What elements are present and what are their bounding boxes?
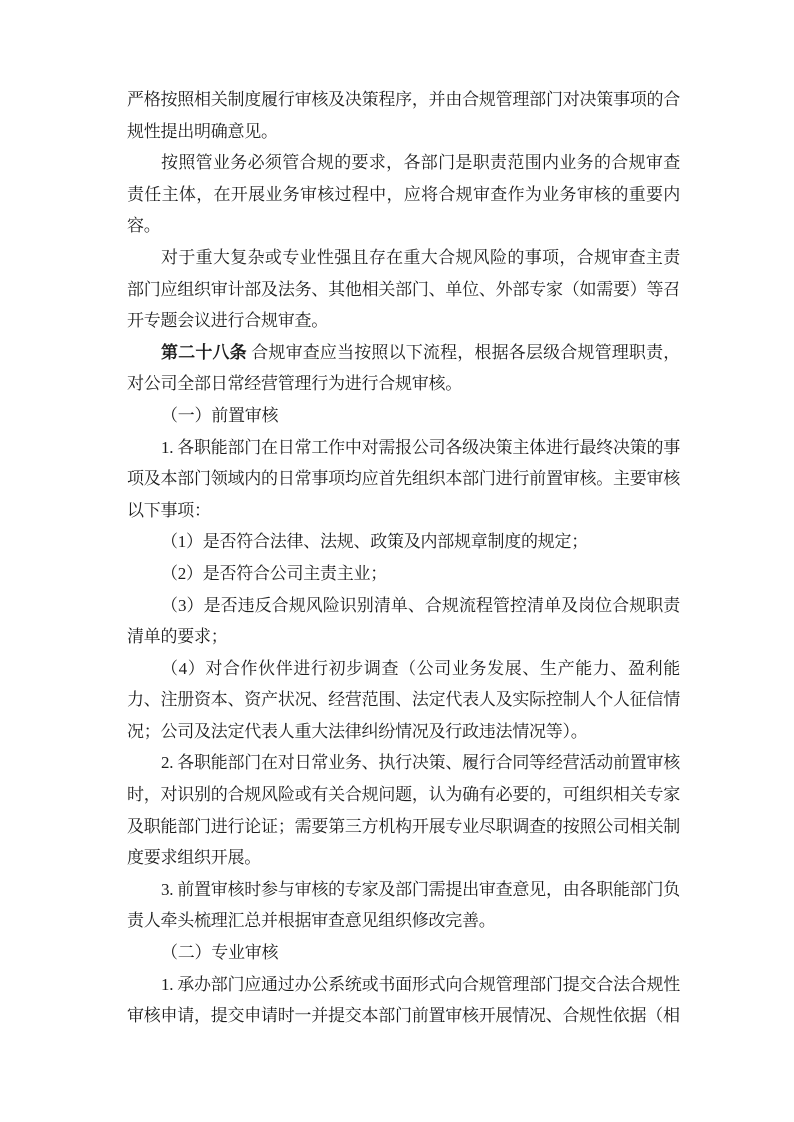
item-3-review-opinions: 3. 前置审核时参与审核的专家及部门需提出审查意见，由各职能部门负责人牵头梳理汇总并根据审查意见组织修改完善。	[127, 879, 680, 931]
item-1-submit-review-application: 1. 承办部门应通过办公系统或书面形式向合规管理部门提交合法合规性审核申请，提交申请时一并提交本部门前置审核开展情况、合规性依据（相	[127, 974, 680, 1026]
heading-pre-review: （一）前置审核	[161, 405, 279, 425]
paragraph-business-must-manage-compliance: 按照管业务必须管合规的要求，各部门是职责范围内业务的合规审查责任主体，在开展业务审核过程中，应将合规审查作为业务审核的重要内容。	[127, 153, 680, 236]
subitem-2-main-business: （2）是否符合公司主责主业；	[161, 563, 387, 583]
document-body	[127, 84, 680, 1032]
heading-professional-review: （二）专业审核	[161, 943, 279, 963]
article-28-heading: 第二十八条	[161, 342, 247, 362]
item-2-daily-business-review: 2. 各职能部门在对日常业务、执行决策、履行合同等经营活动前置审核时，对识别的合规风险或有关合规问题，认为确有必要的，可组织相关专家及职能部门进行论证；需要第三方机构开展专业尽职调查的按照公司相关制度要求组织开展。	[127, 753, 680, 868]
subitem-4-partner-investigation: （4）对合作伙伴进行初步调查（公司业务发展、生产能力、盈利能力、注册资本、资产状况、经营范围、法定代表人及实际控制人个人征信情况；公司及法定代表人重大法律纠纷情况及行政违法情况等）。	[127, 658, 680, 741]
paragraph-decision-procedure-continuation: 严格按照相关制度履行审核及决策程序，并由合规管理部门对决策事项的合规性提出明确意见。	[127, 90, 680, 141]
paragraph-article-28	[127, 337, 680, 400]
subitem-3-compliance-lists: （3）是否违反合规风险识别清单、合规流程管控清单及岗位合规职责清单的要求；	[127, 595, 680, 647]
item-1-pre-review-scope: 1. 各职能部门在日常工作中对需报公司各级决策主体进行最终决策的事项及本部门领域内的日常事项均应首先组织本部门进行前置审核。主要审核以下事项：	[127, 437, 680, 520]
article-28-body: 合规审查应当按照以下流程，根据各层级合规管理职责，对公司全部日常经营管理行为进行合规审核。	[127, 342, 681, 394]
subitem-1-laws-regulations: （1）是否符合法律、法规、政策及内部规章制度的规定；	[161, 532, 588, 552]
paragraph-major-complex-matters: 对于重大复杂或专业性强且存在重大合规风险的事项，合规审查主责部门应组织审计部及法务、其他相关部门、单位、外部专家（如需要）等召开专题会议进行合规审查。	[127, 247, 680, 331]
